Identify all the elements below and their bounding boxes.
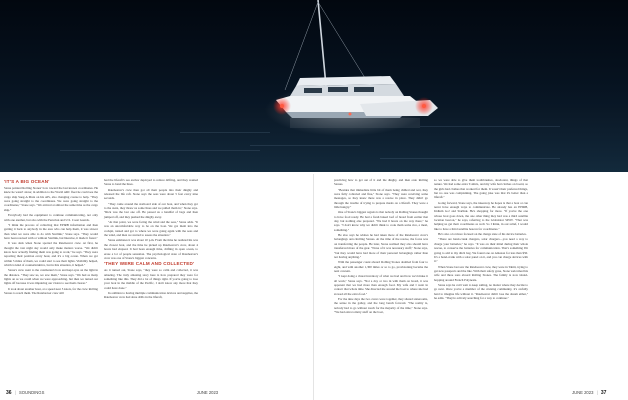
magazine-name: SOUNDINGS: [19, 390, 45, 395]
paragraph: As it turned out, Stone says, "they were so calm and collected, it was amazing. The truly amazing story here is how prepared they were for something like this. They did a lot of things right. If you're going to lose your boat in the middle of the Pacific, I don't know any more that they could have done.": [104, 268, 198, 290]
catamaran-image: [0, 0, 628, 172]
right-page: [314, 174, 628, 392]
paragraph: "I kept doing a visual inventory of what we had and how we'd make it all work," Stone says. "Not a day or two in with them on board, it was apparent that we had more than enough food. My wife and I went in contact that whole time. She directed me around the boat to where she had stowed all the extra food.": [334, 274, 428, 296]
article-spread: [0, 174, 628, 392]
paragraph: In addition to having multiple communication devices and supplies, the Ratebeaver crew had done drills in the liferaft,: [104, 291, 198, 300]
paragraph: For the nine days the two crews were together, they shared staterooms, the settee in the galley, and the long bench forward. "The reality is, nobody had to go without touch for the majority of the time," Stone says. "We had extra toiletry stuff on the boat,: [334, 296, 428, 314]
paragraph: Stone's crew went to the catamaran's bow and kept eyes on the light in the distance. "They saw us, we saw them," Stone says. "We had as many lights on as we could when we were approaching, but then we turned our lights off because it was impairing our vision to see them clearer.": [4, 268, 98, 286]
paragraph: so we were able to give them toothbrushes, deodorant, things of that nature. We had some extra T-shirts, and my wife had clothes on board, so the girls had clothes that worked for them. It wasn't their preferred things, but no one was complaining. The going joke was that it's better than a liferaft.": [434, 178, 528, 200]
page-number-right: 37: [600, 390, 607, 396]
paragraph: He's also a lot more focused on the charge state of his device batteries.: [438, 232, 527, 237]
paragraph: When Stone last saw the Ratebeaver crew, they were in Tahiti, trying to get new passports and the like. With their safety gone, Stone welcomed his wife and three sons aboard Rolling Stones. The family is now island-hopping around French Polynesia.: [434, 264, 529, 282]
right-column-2: [434, 178, 528, 301]
paragraph: With the passenger count aboard Rolling Stones doubled from four to eight, and with another 1,300 miles or so to go, provisioning became the next concern.: [334, 260, 428, 273]
paragraph: Stone pointed Rolling Stones' bow toward the last known coordinates. He knew he wasn't alone; in addition to the World ARC fleet he could see the cargo ship Sueg-A Maia on his AIS, also changing course to help. "They were going straight to the coordinates. We were going straight to the coordinates," Stone says. "We arrived at almost the same time as the cargo ship.": [4, 186, 98, 212]
issue-date-right: JUNE 2023: [572, 390, 594, 395]
issue-date-left: JUNE 2023: [196, 390, 219, 395]
paragraph: One of Stone's biggest regrets is that nobody on Rolling Stones thought to have food ready. He had a fresh baked loaf of bread from earlier that day, but nothing else prepared. "We had 6 hours on the way there," he says. "I don't know why we didn't think to cook them some rice, a meal, something.": [334, 210, 428, 232]
paragraph: He also says he wishes he had taken more of the Ratebeaver crew's belongings onto Rolling Stones. At the time of the rescue, the focus was on transferring the people. He later, Stone realized they also should have transferred more of the gear. "None of it was necessary stuff," Stone says, "but they would have had more of their personal belongings rather than not having anything.": [334, 233, 428, 259]
paragraph: Everybody had the equipment to continue communicating, not only with one another, but also with the Peruvian and U.S. Coast Guards.: [4, 213, 98, 222]
paragraph: Stone says he can't wait to keep sailing, no matter where they decide to go next. Once you're a member of the cruising community, it's awfully hard to imagine life without it. "Ratebeaver didn't lose the dream either," he adds. "They're actively searching for a way to continue.": [434, 282, 528, 300]
section-heading-big-ocean: 'IT'S A BIG OCEAN': [4, 179, 50, 184]
left-page-footer: 36 | SOUNDINGS JUNE 2023: [6, 390, 219, 396]
hero-photo: [0, 0, 628, 172]
paragraph: It was dark when Stone spotted the Ratebeaver crew. At first, he thought the vast night sky would only make matters worse. "We didn't know how actually finding them was going to work," he says. "They were reporting their position every hour, and it's a big ocean. When we got within 5 miles of them, we could start to see their lights. Visibility helped, which is kind of counterintuitive, but in this situation, it helped.": [4, 241, 98, 267]
paragraph: "There are hand-crank chargers, solar chargers—you need a way to charge your batteries," he says. "It was on their mind during their whole rescue, to conserve the batteries for communication. That's something I'm going to add to my ditch bag. We found one on Amazon for less than $50. It's a hand-crank with a solar panel on it, and you can charge devices with it.": [434, 237, 528, 264]
page-number-left: 36: [6, 390, 12, 396]
paragraph: practicing how to get out of it and the dinghy, and then onto Rolling Stones.: [334, 178, 428, 187]
paragraph: Ratebeaver's crew then got all their people into their dinghy and released the life raft. Stone says the seas were about 5 feet every nine seconds.: [104, 187, 198, 201]
section-heading-calm-collected: 'THEY WERE CALM AND COLLECTED': [104, 261, 195, 267]
right-column-1: [334, 178, 428, 315]
right-page-footer: JUNE 2023 | 37: [572, 390, 607, 396]
left-column-1: [4, 178, 98, 296]
paragraph: It took about another hour, at a speed near 5 knots, for the crew Rolling Stones to reach them. The Ratebeaver crew still: [4, 286, 98, 295]
left-page: [0, 174, 314, 392]
left-column-2: [104, 178, 198, 301]
paragraph: Stone estimates it was about 10 p.m. From the time he realized his was the closest boat, and the time he picked up Ratebeaver's crew, about 4 hours had elapsed. It had been enough time, drifting in open ocean, to erase a lot of people sensation. The psychological state of Ratebeaver's crew was one of Stone's biggest concerns.: [104, 238, 198, 260]
paragraph: "Besides that immediate little bit of them being chilled and wet, they were fully collected and fine," Stone says. "They were receiving some messages, so they knew there was a rescue in place. They didn't go through the trouble of trying to prepare meals on a liferaft. They were a little hungry.": [334, 187, 428, 210]
paragraph: "They came around the starboard side of our boat, and when they got to the stern, they threw us some lines and we pulled them in," Stone says. "Rick was the last one off. He passed us a handful of bags and then jumped off, and they pushed the dinghy away.: [104, 201, 198, 219]
paragraph: "I think the process of collecting that EPIRB information and then getting it back to anybody in the area who can help them, it was slower than what we were able to do with Starlink," Stone says. "They would have been rescued with or without Starlink, but likewise, it made it faster.": [4, 222, 98, 240]
paragraph: Going forward, Stone says, the takeaway he hopes is that a boat or can never have enough ways to communicate. He already has an EPIRB, Iridium Go! and Starlink. He's shopping for more. "If you're the one whose boat goes down, the one other thing they had was a third satellite location beacon," he says, referring to the Globalstar SPOT. "That was helping us get their coordinates as well. So I think, in our relief, I would like to have a third satellite beacon for coordinates.": [434, 200, 528, 231]
paragraph: "At that point, we were facing the wind and the seas," Stone adds. "It was an uncomfortable way to be on the boat. We got them into the cockpit, turned and got to where we were going again with the seas and the wind, and then we started to assess the situation.": [104, 220, 198, 238]
paragraph: had the liferaft's sea anchor deployed to reduce drifting, and they wanted Stone to bend the lines.: [104, 178, 198, 187]
